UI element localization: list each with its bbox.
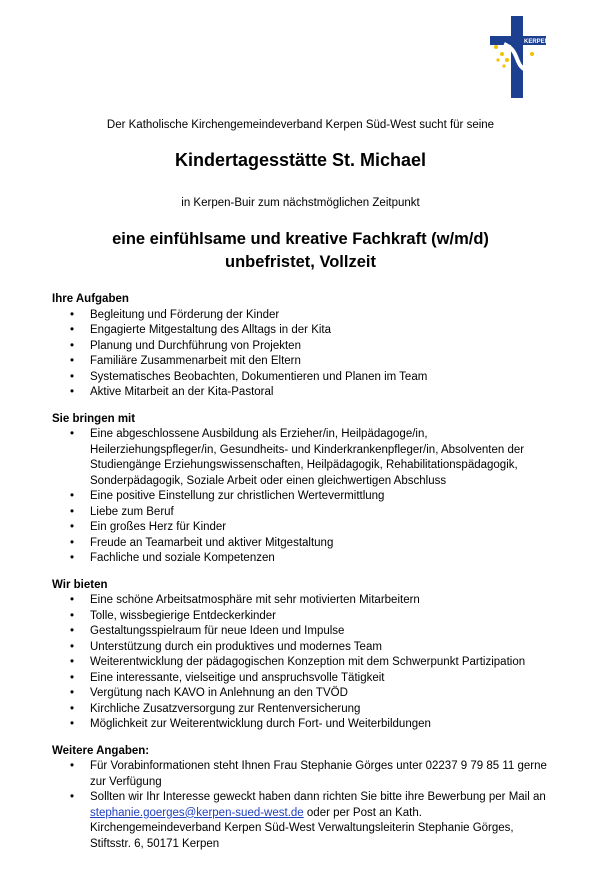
intro-line: Der Katholische Kirchengemeindeverband Kerpen Süd-West sucht für seine (106, 119, 495, 131)
kita-name: Kindertagesstätte St. Michael (174, 150, 427, 170)
list-item: • Gestaltungsspielraum für neue Ideen und Impulse (52, 624, 552, 640)
job-details (52, 292, 552, 852)
section-further-info (52, 744, 552, 853)
list-item: • Kirchliche Zusatzversorgung zur Rentenversicherung (52, 702, 552, 718)
list-item: • Unterstützung durch ein produktives und modernes Team (52, 640, 552, 656)
section-heading: Sie bringen mit (52, 412, 136, 425)
list-item: • Liebe zum Beruf (52, 505, 552, 521)
list-item: • Weiterentwicklung der pädagogischen Konzeption mit dem Schwerpunkt Partizipation (52, 655, 552, 671)
logo-text: KERPEN (524, 39, 550, 45)
further-info-list (52, 759, 552, 852)
application-text-start: Sollten wir Ihr Interesse geweckt haben dann richten Sie bitte ihre Bewerbung per Mail an (90, 791, 546, 803)
list-item: • Familiäre Zusammenarbeit mit den Eltern (52, 354, 552, 370)
job-title-line2: unbefristet, Vollzeit (225, 253, 376, 271)
offers-list (52, 593, 552, 733)
list-item: • Eine abgeschlossene Ausbildung als Erzieher/in, Heilpädagoge/in, Heilerziehungspfleger/in, Gesundheits- und Kinderkrankenpfleger/in, Absolventen der Studiengänge Erziehungswissenschaften, Heilpädagogik, Rehabilitationspädagogik, Sonderpädagogik, Soziale Arbeit oder einen gleichwertigen Abschluss (52, 427, 552, 489)
cross-logo-icon (482, 14, 554, 100)
list-item (52, 790, 552, 852)
list-item: • Fachliche und soziale Kompetenzen (52, 551, 552, 567)
list-item: • Aktive Mitarbeit an der Kita-Pastoral (52, 385, 552, 401)
task-list (52, 308, 552, 401)
email-link[interactable]: stephanie.goerges@kerpen-sued-west.de (90, 806, 304, 819)
list-item: • Ein großes Herz für Kinder (52, 520, 552, 536)
job-title-line1: eine einfühlsame und kreative Fachkraft (w/m/d) (112, 230, 489, 248)
section-heading: Ihre Aufgaben (52, 293, 129, 305)
section-offers (52, 578, 552, 733)
section-heading: Weitere Angaben: (52, 744, 150, 757)
application-text-end: oder per Post an Kath. Kirchengemeindeverband Kerpen Süd-West Verwaltungsleiterin Stephanie Görges, Stiftsstr. 6, 50171 Kerpen (90, 806, 514, 850)
list-item: • Eine positive Einstellung zur christlichen Wertevermittlung (52, 489, 552, 505)
location-line: in Kerpen-Buir zum nächstmöglichen Zeitpunkt (181, 197, 420, 209)
list-item: • Für Vorabinformationen steht Ihnen Frau Stephanie Görges unter 02237 9 79 85 11 gerne zur Verfügung (52, 759, 552, 790)
list-item: • Planung und Durchführung von Projekten (52, 339, 552, 355)
list-item: • Vergütung nach KAVO in Anlehnung an den TVÖD (52, 686, 552, 702)
list-item: • Eine schöne Arbeitsatmosphäre mit sehr motivierten Mitarbeitern (52, 593, 552, 609)
list-item: • Tolle, wissbegierige Entdeckerkinder (52, 609, 552, 625)
requirements-list (52, 427, 552, 567)
section-heading: Wir bieten (52, 578, 108, 591)
section-requirements (52, 412, 552, 567)
list-item: • Systematisches Beobachten, Dokumentieren und Planen im Team (52, 370, 552, 386)
list-item: • Möglichkeit zur Weiterentwicklung durch Fort- und Weiterbildungen (52, 717, 552, 733)
section-aufgaben (52, 292, 552, 401)
job-title (0, 228, 601, 274)
list-item: • Freude an Teamarbeit und aktiver Mitgestaltung (52, 536, 552, 552)
list-item: • Engagierte Mitgestaltung des Alltags in der Kita (52, 323, 552, 339)
list-item: • Begleitung und Förderung der Kinder (52, 308, 552, 324)
list-item: • Eine interessante, vielseitige und anspruchsvolle Tätigkeit (52, 671, 552, 687)
